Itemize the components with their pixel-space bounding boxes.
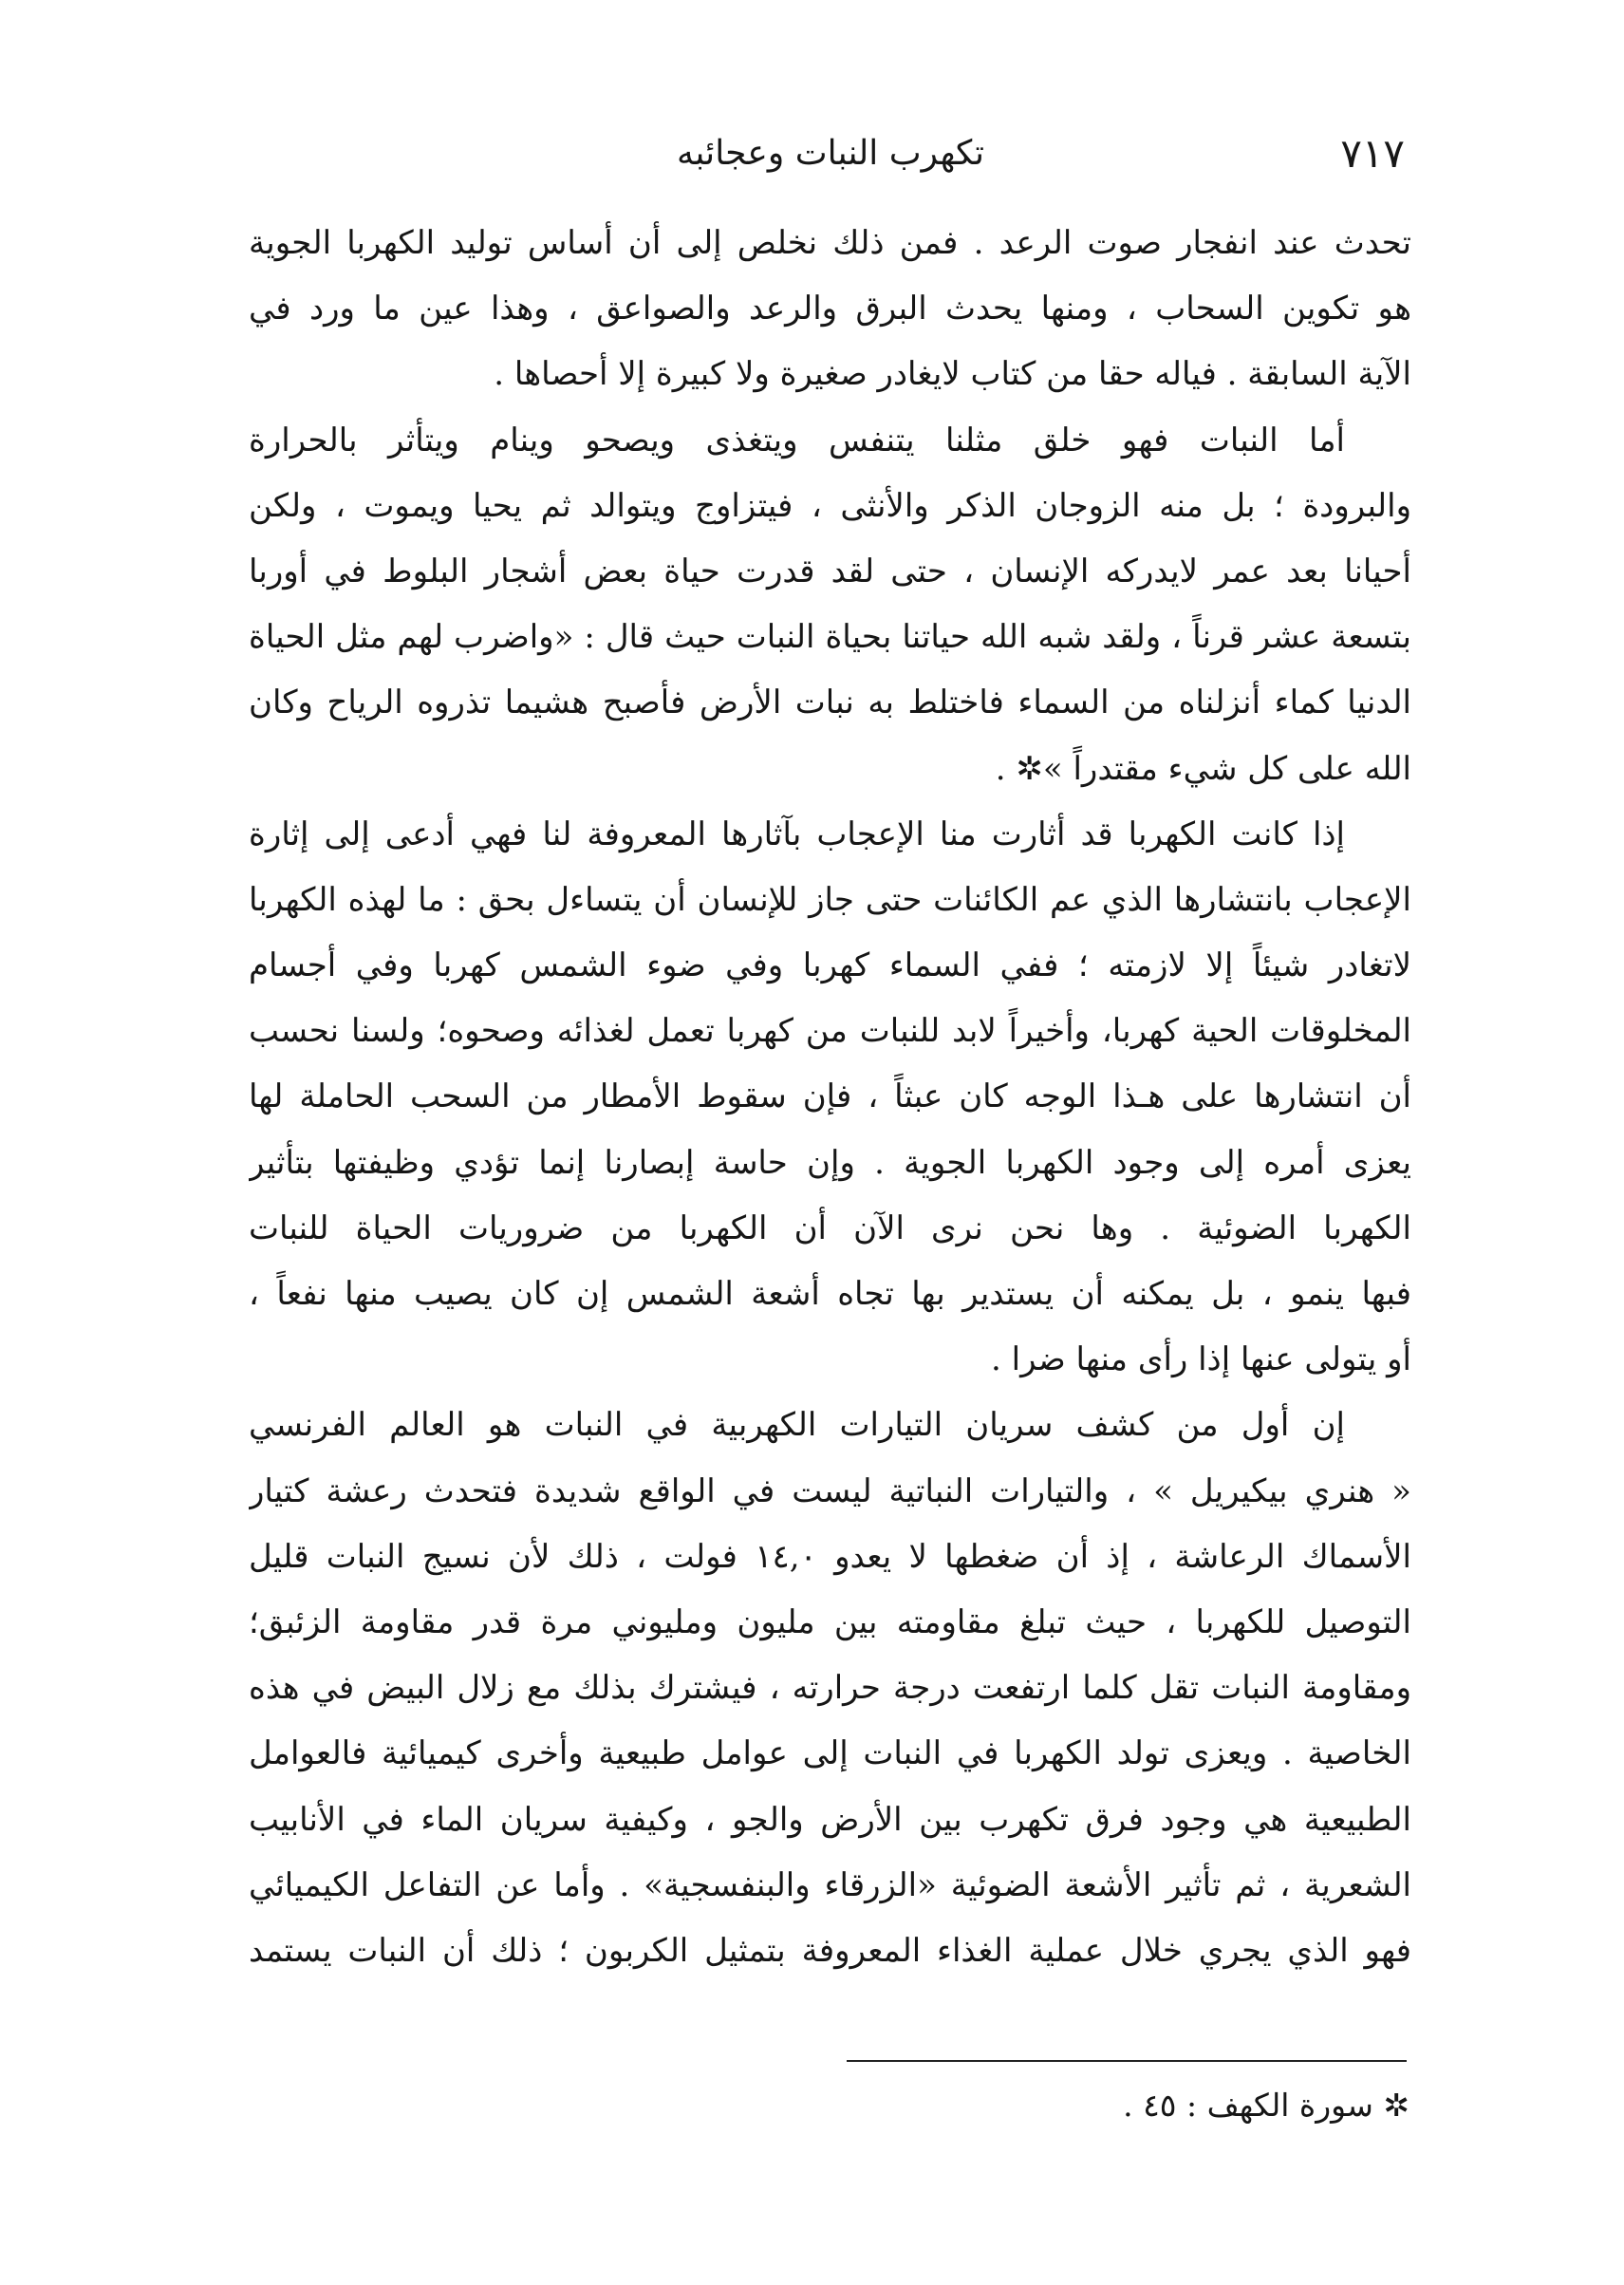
text-line: أحيانا بعد عمر لايدركه الإنسان ، حتى لقد قدرت حياة بعض أشجار البلوط في أوربا <box>249 552 1411 590</box>
text-line: الله على كل شيء مقتدراً »✲ . <box>995 749 1411 788</box>
text-line: الدنيا كماء أنزلناه من السماء فاختلط به نبات الأرض فأصبح هشيما تذروه الرياح وكان <box>249 684 1411 722</box>
paragraph <box>249 408 1411 802</box>
text-line: المخلوقات الحية كهربا، وأخيراً لابد للنبات من كهربا تعمل لغذائه وصحوه؛ ولسنا نحسب <box>249 1012 1411 1051</box>
text-line: إن أول من كشف سريان التيارات الكهربية في النبات هو العالم الفرنسي <box>249 1406 1345 1445</box>
text-line: لاتغادر شيئاً إلا لازمته ؛ ففي السماء كهربا وفي ضوء الشمس كهربا وفي أجسام <box>249 946 1411 985</box>
text-line: الإعجاب بانتشارها الذي عم الكائنات حتى جاز للإنسان أن يتساءل بحق : ما لهذه الكهربا <box>249 880 1411 919</box>
text-line: الشعرية ، ثم تأثير الأشعة الضوئية «الزرقاء والبنفسجية» . وأما عن التفاعل الكيميائي <box>249 1865 1411 1904</box>
text-line: التوصيل للكهربا ، حيث تبلغ مقاومته بين مليون ومليوني مرة قدر مقاومة الزئبق؛ <box>249 1602 1411 1641</box>
text-line: فبها ينمو ، بل يمكنه أن يستدير بها تجاه أشعة الشمس إن كان يصيب منها نفعاً ، <box>249 1275 1411 1313</box>
text-line: الطبيعية هي وجود فرق تكهرب بين الأرض والجو ، وكيفية سريان الماء في الأنابيب <box>249 1800 1411 1839</box>
text-line: أما النبات فهو خلق مثلنا يتنفس ويتغذى ويصحو وينام ويتأثر بالحرارة <box>249 421 1345 459</box>
text-line: « هنري بيكيريل » ، والتيارات النباتية ليست في الواقع شديدة فتحدث رعشة كتيار <box>249 1471 1411 1510</box>
footnote-divider <box>847 2060 1407 2062</box>
page-header <box>256 125 1405 192</box>
running-title: تكهرب النبات وعجائبه <box>677 134 984 173</box>
paragraph <box>249 211 1411 408</box>
text-line: يعزى أمره إلى وجود الكهربا الجوية . وإن حاسة إبصارنا إنما تؤدي وظيفتها بتأثير <box>249 1143 1411 1182</box>
page-body <box>249 211 1411 1984</box>
text-line: هو تكوين السحاب ، ومنها يحدث البرق والرعد والصواعق ، وهذا عين ما ورد في <box>249 290 1411 328</box>
text-line: الأسماك الرعاشة ، إذ أن ضغطها لا يعدو ١٤,٠ فولت ، ذلك لأن نسيج النبات قليل <box>249 1537 1411 1576</box>
text-line: إذا كانت الكهربا قد أثارت منا الإعجاب بآثارها المعروفة لنا فهي أدعى إلى إثارة <box>249 815 1345 853</box>
text-line: تحدث عند انفجار صوت الرعد . فمن ذلك نخلص إلى أن أساس توليد الكهربا الجوية <box>249 224 1411 262</box>
page-number: ٧١٧ <box>1340 130 1405 177</box>
paragraph <box>249 1393 1411 1984</box>
text-line: الآية السابقة . فياله حقا من كتاب لايغادر صغيرة ولا كبيرة إلا أحصاها . <box>494 355 1411 394</box>
footnote: ✲ سورة الكهف : ٤٥ . <box>1123 2087 1409 2124</box>
paragraph <box>249 802 1411 1394</box>
text-line: فهو الذي يجري خلال عملية الغذاء المعروفة بتمثيل الكربون ؛ ذلك أن النبات يستمد <box>249 1931 1411 1970</box>
text-line: بتسعة عشر قرناً ، ولقد شبه الله حياتنا بحياة النبات حيث قال : «واضرب لهم مثل الحياة <box>249 618 1411 657</box>
text-line: ومقاومة النبات تقل كلما ارتفعت درجة حرارته ، فيشترك بذلك مع زلال البيض في هذه <box>249 1669 1411 1708</box>
text-line: الخاصية . ويعزى تولد الكهربا في النبات إلى عوامل طبيعية وأخرى كيميائية فالعوامل <box>249 1734 1411 1773</box>
text-line: أو يتولى عنها إذا رأى منها ضرا . <box>991 1340 1411 1379</box>
text-line: أن انتشارها على هـذا الوجه كان عبثاً ، فإن سقوط الأمطار من السحب الحاملة لها <box>249 1077 1411 1116</box>
text-line: الكهربا الضوئية . وها نحن نرى الآن أن الكهربا من ضروريات الحياة للنبات <box>249 1208 1411 1247</box>
text-line: والبرودة ؛ بل منه الزوجان الذكر والأنثى ، فيتزاوج ويتوالد ثم يحيا ويموت ، ولكن <box>249 486 1411 525</box>
